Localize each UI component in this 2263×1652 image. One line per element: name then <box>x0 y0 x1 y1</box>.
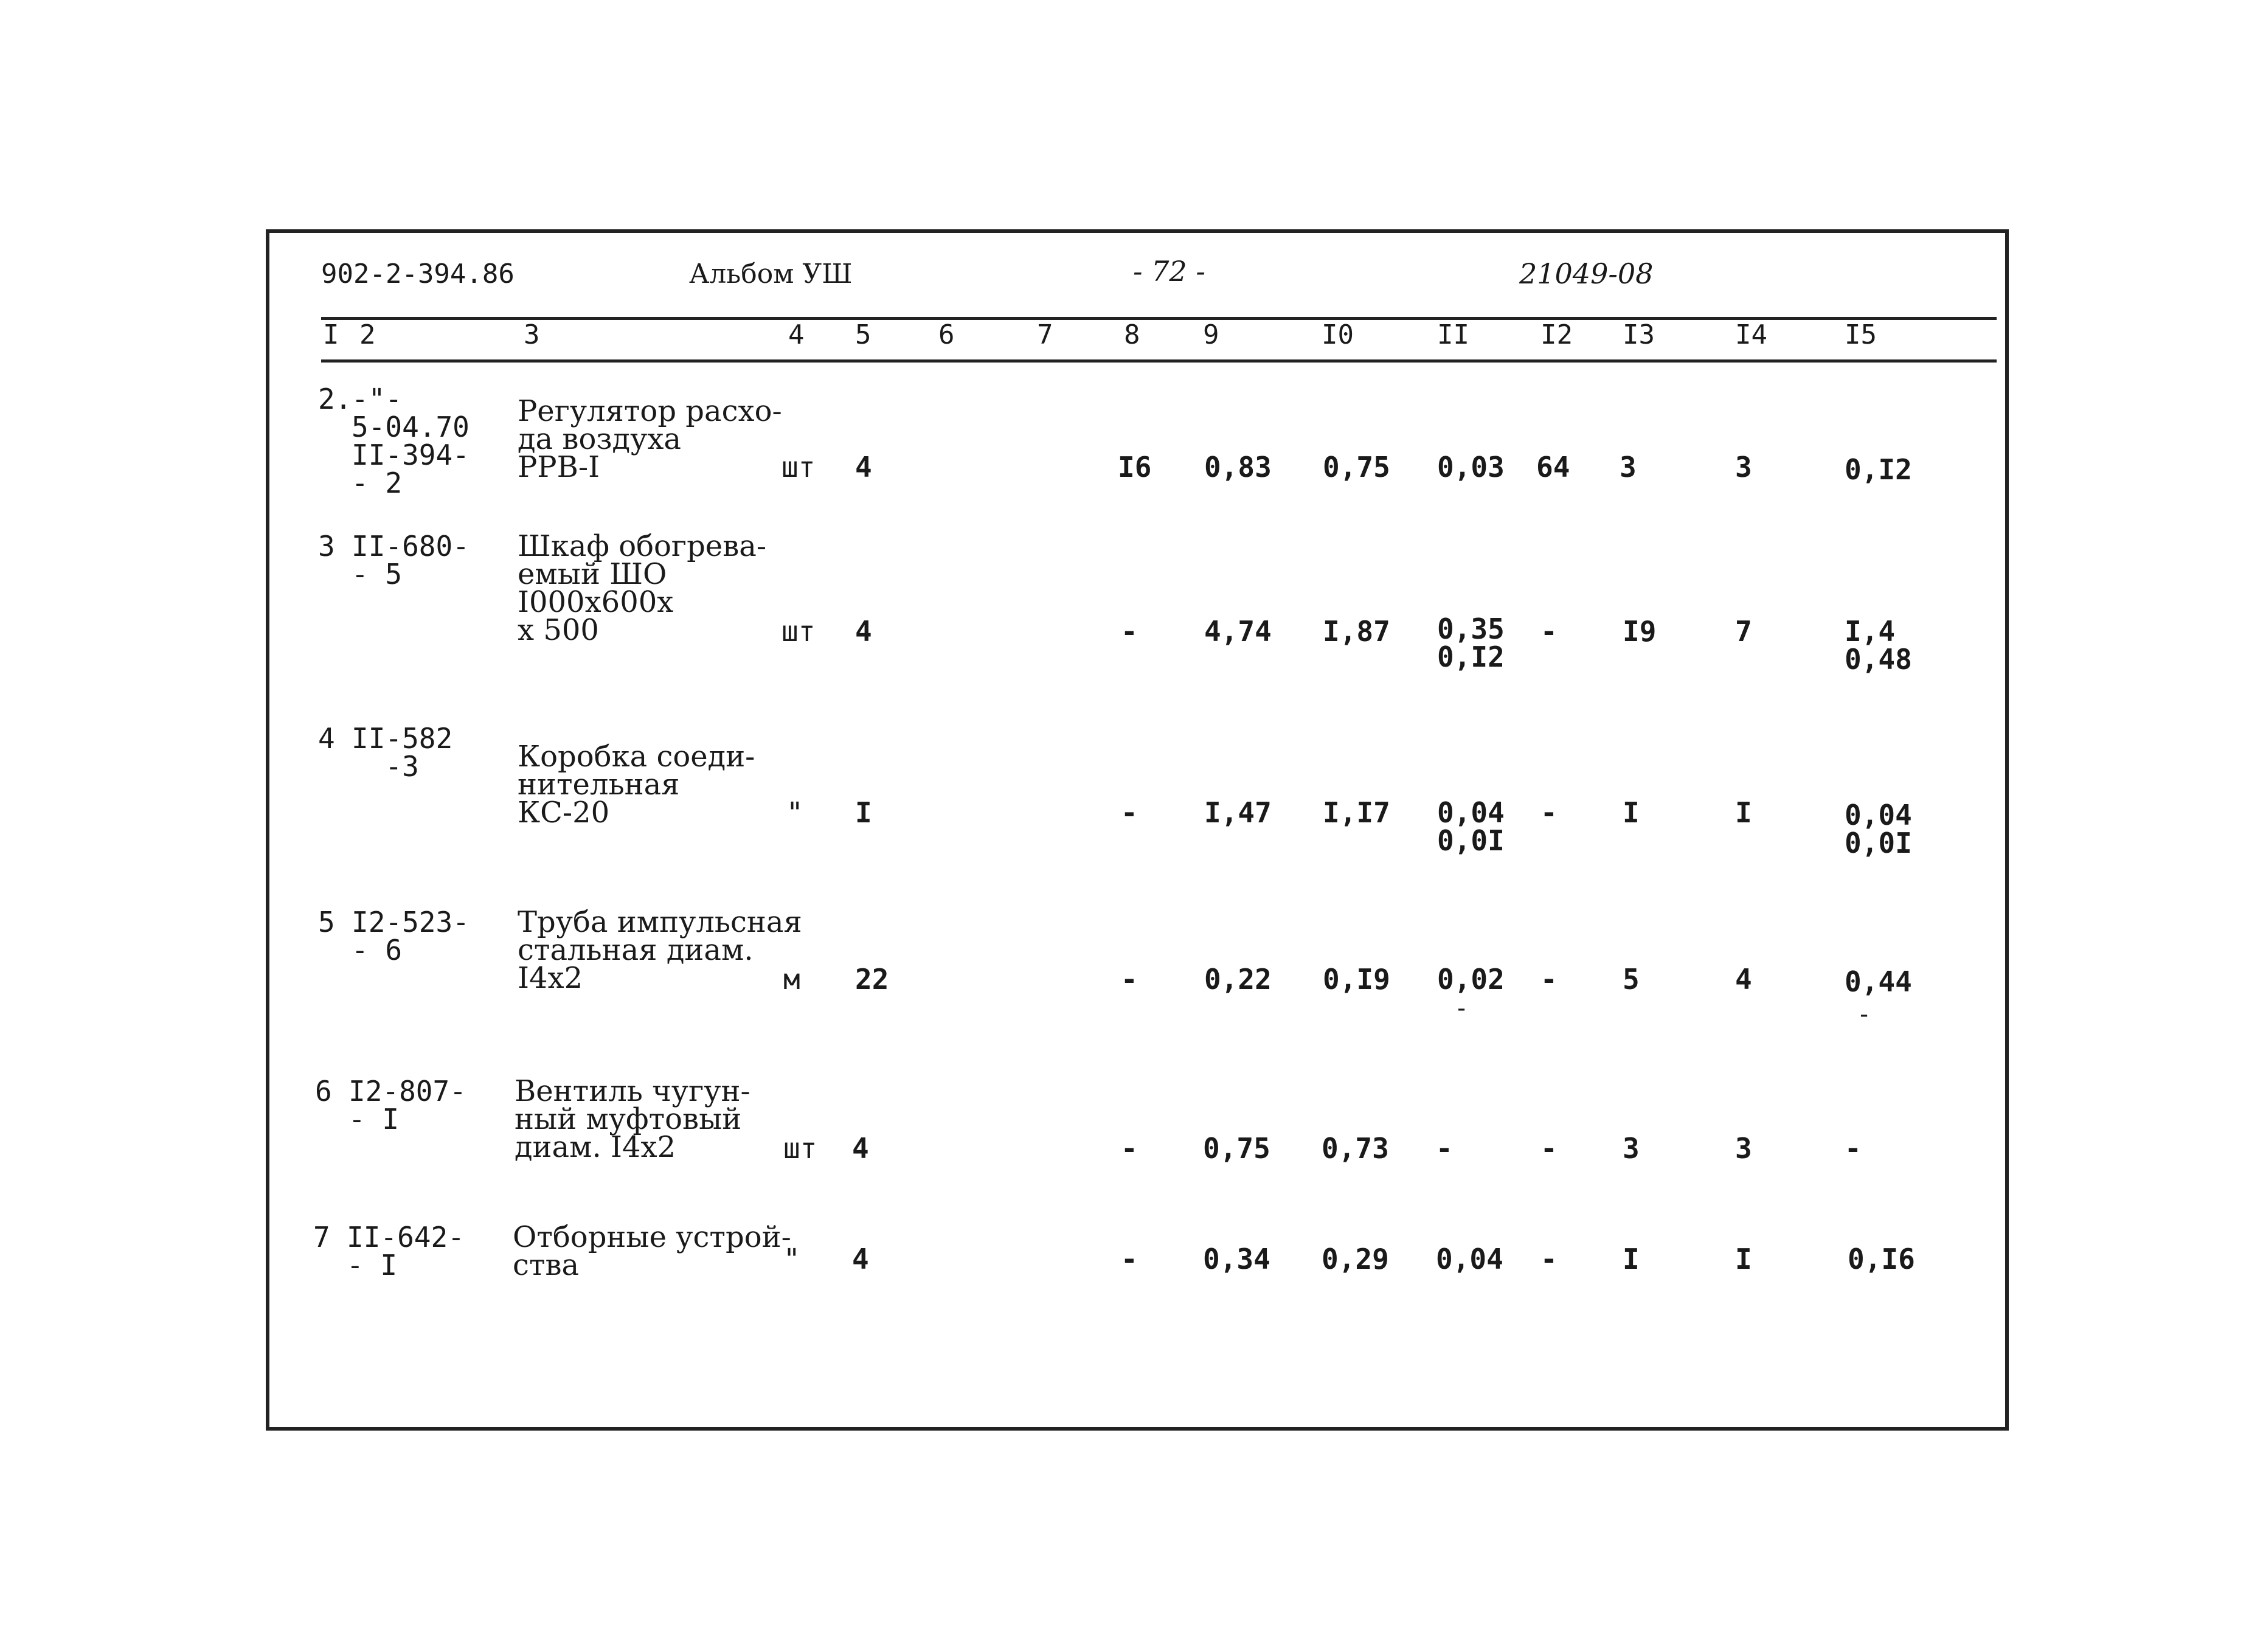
row-number: 6 <box>315 1075 332 1108</box>
work-code: I2-523- - 6 <box>352 906 470 967</box>
col-11-value: - <box>1436 1132 1453 1165</box>
quantity: 4 <box>852 1132 869 1165</box>
col-14-value: I <box>1735 796 1752 829</box>
quantity: 4 <box>855 615 872 648</box>
col-9-value: 4,74 <box>1204 615 1272 648</box>
col-12-value: - <box>1540 963 1558 996</box>
item-description: Вентиль чугун- ный муфтовый диам. I4x2 <box>515 1074 750 1164</box>
column-number: I5 <box>1845 319 1877 350</box>
work-code: II-642- - I <box>347 1221 465 1282</box>
row-number: 4 <box>318 722 335 755</box>
item-description: Регулятор расхо- да воздуха РРВ-I <box>518 394 782 484</box>
col-11-value: 0,03 <box>1437 451 1505 484</box>
dash-mark: - <box>1857 1001 1872 1029</box>
column-number: II <box>1437 319 1469 350</box>
col-11-value: 0,02 <box>1437 963 1505 996</box>
col-8-value: - <box>1121 615 1138 648</box>
col-13-value: 3 <box>1620 451 1637 484</box>
quantity: I <box>855 796 872 829</box>
col-9-value: 0,83 <box>1204 451 1272 484</box>
column-number: 2 <box>359 319 376 350</box>
col-15-value: I,4 0,48 <box>1845 615 1912 676</box>
column-number: 7 <box>1037 319 1053 350</box>
column-number: 3 <box>524 319 540 350</box>
album-title: Альбом УШ <box>689 259 853 290</box>
column-number: 8 <box>1124 319 1140 350</box>
col-13-value: I <box>1623 1243 1640 1275</box>
col-12-value: - <box>1540 615 1558 648</box>
col-12-value: - <box>1540 1243 1558 1275</box>
item-description: Труба импульсная стальная диам. I4x2 <box>518 905 802 995</box>
col-9-value: 0,34 <box>1203 1243 1270 1275</box>
col-13-value: 3 <box>1623 1132 1640 1165</box>
column-number: I0 <box>1322 319 1354 350</box>
row-number: 7 <box>313 1221 330 1254</box>
col-8-value: - <box>1121 1243 1138 1275</box>
col-14-value: 7 <box>1735 615 1752 648</box>
col-9-value: 0,75 <box>1203 1132 1270 1165</box>
quantity: 4 <box>855 451 872 484</box>
col-15-value: 0,44 <box>1845 965 1912 998</box>
col-10-value: I,87 <box>1323 615 1390 648</box>
col-13-value: 5 <box>1623 963 1640 996</box>
row-number: 3 <box>318 530 335 563</box>
unit: шт <box>783 1132 817 1165</box>
col-14-value: 4 <box>1735 963 1752 996</box>
column-number: 9 <box>1203 319 1219 350</box>
item-description: Отборные устрой- ства <box>513 1220 791 1282</box>
column-number: I <box>323 319 339 350</box>
col-12-value: - <box>1540 1132 1558 1165</box>
unit: шт <box>781 451 816 484</box>
unit: " <box>786 796 803 829</box>
dash-mark: - <box>1454 994 1469 1022</box>
row-number: 2. <box>318 383 352 415</box>
column-number: 4 <box>788 319 805 350</box>
column-number: I2 <box>1540 319 1573 350</box>
col-14-value: 3 <box>1735 451 1752 484</box>
col-10-value: 0,29 <box>1322 1243 1389 1275</box>
column-number: 6 <box>938 319 955 350</box>
unit: шт <box>781 615 816 648</box>
col-11-value: 0,04 0,0I <box>1437 796 1505 857</box>
col-12-value: - <box>1540 796 1558 829</box>
column-number: I3 <box>1623 319 1655 350</box>
column-number: I4 <box>1735 319 1767 350</box>
quantity: 4 <box>852 1243 869 1275</box>
col-15-value: 0,I2 <box>1845 453 1912 486</box>
col-11-value: 0,35 0,I2 <box>1437 613 1505 673</box>
page-number: - 72 - <box>1133 255 1205 288</box>
header-bottom-rule <box>321 359 1997 363</box>
col-15-value: 0,04 0,0I <box>1845 799 1912 859</box>
col-14-value: 3 <box>1735 1132 1752 1165</box>
col-13-value: I <box>1623 796 1640 829</box>
col-8-value: - <box>1121 963 1138 996</box>
col-10-value: I,I7 <box>1323 796 1390 829</box>
item-description: Коробка соеди- нительная КС-20 <box>518 740 755 830</box>
col-11-value: 0,04 <box>1436 1243 1503 1275</box>
document-sheet <box>266 229 2009 1431</box>
col-13-value: I9 <box>1623 615 1657 648</box>
col-10-value: 0,73 <box>1322 1132 1389 1165</box>
col-9-value: I,47 <box>1204 796 1272 829</box>
document-code: 902-2-394.86 <box>321 259 515 290</box>
col-10-value: 0,I9 <box>1323 963 1390 996</box>
col-8-value: - <box>1121 796 1138 829</box>
item-description: Шкаф обогрева- емый ШО I000x600x x 500 <box>518 529 767 647</box>
reference-number: 21049-08 <box>1519 257 1654 290</box>
col-10-value: 0,75 <box>1323 451 1390 484</box>
quantity: 22 <box>855 963 889 996</box>
col-8-value: I6 <box>1118 451 1152 484</box>
col-9-value: 0,22 <box>1204 963 1272 996</box>
col-12-value: 64 <box>1536 451 1570 484</box>
col-15-value: - <box>1845 1132 1862 1165</box>
work-code: I2-807- - I <box>348 1075 466 1136</box>
col-15-value: 0,I6 <box>1848 1243 1915 1275</box>
work-code: II-582 -3 <box>352 722 453 783</box>
col-8-value: - <box>1121 1132 1138 1165</box>
row-number: 5 <box>318 906 335 939</box>
unit: м <box>783 963 800 996</box>
column-number: 5 <box>855 319 872 350</box>
work-code: -"- 5-04.70 II-394- - 2 <box>352 383 470 499</box>
col-14-value: I <box>1735 1243 1752 1275</box>
unit: " <box>783 1243 800 1275</box>
work-code: II-680- - 5 <box>352 530 470 591</box>
